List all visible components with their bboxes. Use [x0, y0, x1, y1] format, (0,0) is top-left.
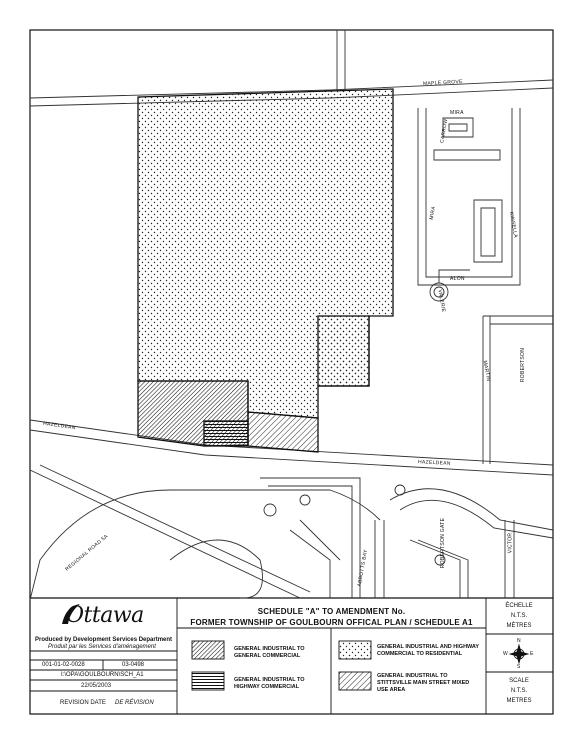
produit-par: Produit par les Services d'aménagement: [48, 644, 156, 650]
street-label-robertson: ROBERTSON: [520, 347, 527, 383]
file-path: I:\OPA\GOULBOURN\SCH_A1: [61, 672, 144, 678]
area-residential-annex: [318, 316, 369, 386]
street-label-regional-road: REGIONAL ROAD 5A: [64, 533, 110, 573]
legend-swatch-diagonal-hatch: [192, 641, 224, 659]
legend-swatch-dots: [339, 641, 371, 659]
legend-text-residential: GENERAL INDUSTRIAL AND HIGHWAY COMMERCIAL TO RESIDENTIAL: [377, 644, 479, 657]
street-label-richcraft: ROBERTSON GATE: [440, 517, 447, 569]
schedule-subtitle: FORMER TOWNSHIP OF GOULBOURN OFFICAL PLAN / SCHEDULE A1: [190, 618, 473, 627]
street-label-hazeldean-left: HAZELDEAN: [42, 420, 76, 432]
file-code: 001-01-02-0028: [42, 662, 85, 668]
area-main-street: [248, 412, 318, 452]
street-label-maple-grove: MAPLE GROVE: [422, 78, 463, 88]
metres-fr-label: MÈTRES: [506, 623, 532, 629]
ottawa-logo: Ottawa: [66, 603, 144, 628]
revision-date-value: 22/05/2003: [81, 683, 112, 689]
echelle-label: ÉCHELLE: [505, 603, 533, 609]
nts-label: N.T.S.: [510, 688, 528, 694]
area-highway-commercial: [204, 421, 248, 446]
scale-label: SCALE: [509, 678, 529, 684]
street-label-mira-top: MIRA: [450, 110, 464, 116]
compass-e: E: [530, 651, 534, 657]
sheet-code: 03-0498: [122, 662, 145, 668]
metres-label: METRES: [506, 698, 532, 704]
revision-date-label-fr: DE RÉVISION: [115, 700, 154, 706]
legend-swatch-sparse-diagonal: [339, 672, 371, 690]
legend-text-general-commercial: GENERAL INDUSTRIAL TO GENERAL COMMERCIAL: [234, 646, 305, 659]
compass-icon: [510, 645, 528, 663]
compass-n: N: [517, 638, 521, 644]
street-label-victor: VICTOR: [507, 532, 514, 554]
street-label-alon: ALON: [450, 276, 465, 282]
street-label-valerie: VALERIE: [436, 289, 447, 313]
compass-w: W: [503, 651, 509, 657]
legend-text-main-street: GENERAL INDUSTRIAL TO STITTSVILLE MAIN STREET MIXED USE AREA: [377, 673, 470, 693]
nts-fr-label: N.T.S.: [510, 613, 528, 619]
revision-date-label: REVISION DATE: [60, 700, 106, 706]
compass-s: S: [517, 664, 521, 670]
schedule-title: SCHEDULE "A" TO AMENDMENT No.: [257, 607, 406, 616]
street-label-kinsella: KINSELLA: [507, 211, 519, 239]
street-label-mira-side: MIRA: [428, 205, 437, 221]
street-label-carrow: CARROW: [439, 118, 450, 144]
produced-by: Produced by Development Services Department: [35, 637, 173, 643]
legend-swatch-horizontal-lines: [192, 672, 224, 690]
legend-text-highway-commercial: GENERAL INDUSTRIAL TO HIGHWAY COMMERCIAL: [234, 677, 305, 690]
street-label-hazeldean-right: HAZELDEAN: [417, 459, 451, 467]
street-label-abbotts-bay: ABBOTTS BAY: [356, 548, 370, 588]
street-label-martin: MARTIN: [481, 360, 492, 382]
